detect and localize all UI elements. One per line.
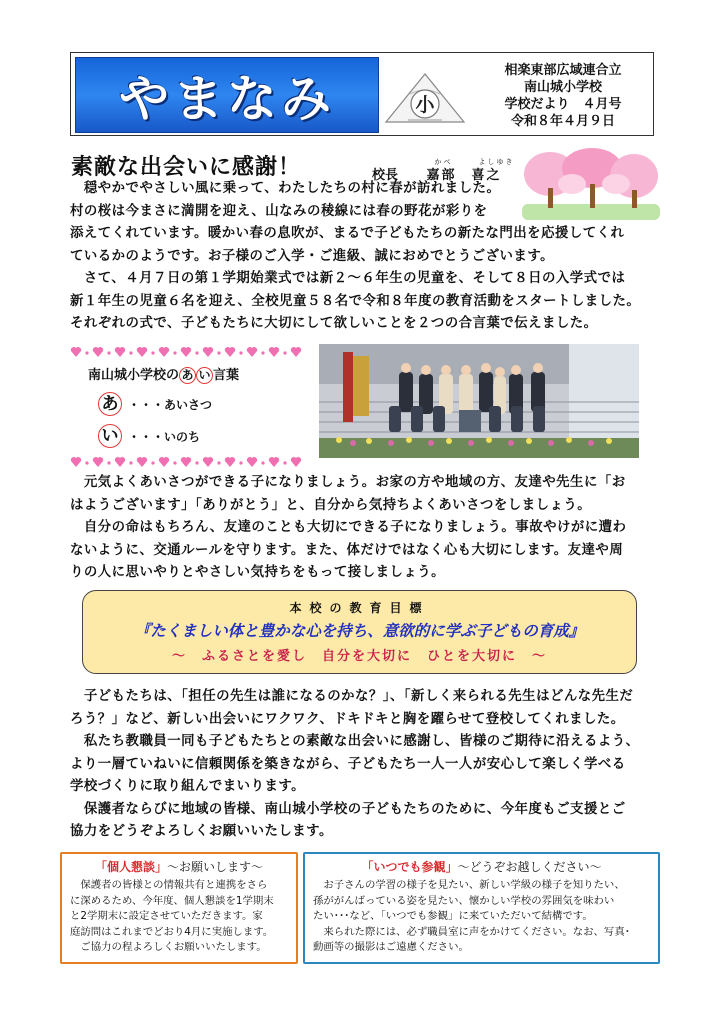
motto-char-i: い	[98, 424, 122, 448]
paragraph-ceremony	[70, 268, 640, 336]
school-info-line: 学校だより ４月号	[504, 97, 622, 112]
text-line: 来られた際には、必ず職員室に声をかけてください。なお、写真･	[313, 925, 630, 938]
emblem-char: 小	[415, 94, 435, 116]
motto-row-i	[98, 424, 200, 448]
text-line: 孫ががんばっている姿を見たい、懐かしい学校の雰囲気を味わい	[313, 894, 615, 907]
notice-title-main: 「個人懇談」	[94, 860, 167, 874]
notice-open-visit	[303, 852, 660, 964]
school-info	[478, 62, 648, 130]
text-line: それぞれの式で、子どもたちに大切にして欲しいことを２つの合言葉で伝えました。	[70, 316, 598, 331]
text-line: 動画等の撮影はご遠慮ください。	[313, 941, 469, 953]
paragraph-closing	[70, 686, 640, 844]
motto-text-i: ・・・いのち	[128, 429, 201, 444]
motto-text-a: ・・・あいさつ	[128, 397, 213, 412]
paragraph-greeting	[70, 178, 624, 268]
school-info-line: 南山城小学校	[523, 80, 602, 95]
notice-title-sub: ～どうぞお越しください～	[457, 860, 602, 874]
goal-main: 『たくましい体と豊かな心を持ち、意欲的に学ぶ子どもの育成』	[134, 622, 585, 640]
motto-row-a	[98, 392, 212, 416]
text-line: 新１年生の児童６名を迎え、全校児童５８名で令和８年度の教育活動をスタートしました。	[70, 293, 641, 309]
school-info-line: 相楽東部広域連合立	[504, 63, 622, 78]
notice-individual-meeting	[60, 852, 298, 964]
motto-title-i: い	[196, 367, 213, 384]
text-line: さて、４月７日の第１学期始業式では新２～６年生の児童を、そして８日の入学式では	[70, 271, 626, 286]
text-line: と2学期末に設定させていただきます。家	[70, 910, 263, 922]
text-line: たい･･･など、「いつでも参観」に来ていただいて結構です。	[313, 910, 593, 922]
text-line: 庭訪問はこれまでどおり4月に実施します。	[70, 925, 274, 938]
text-line: 保護者ならびに地域の皆様、南山城小学校の子どもたちのために、今年度もご支援とご	[70, 801, 626, 817]
text-line: 私たち教職員一同も子どもたちとの素敵な出会いに感謝し、皆様のご期待に沿えるよう、	[70, 734, 640, 749]
notice-body	[313, 878, 652, 956]
heart-border-bottom-icon	[70, 456, 310, 468]
title-banner	[75, 57, 379, 133]
ruby-family: かべ	[434, 158, 453, 166]
text-line: ないように、交通ルールを守ります。また、体だけではなく心も大切にします。友達や周	[70, 542, 624, 558]
text-line: 協力をどうぞよろしくお願いいたします。	[70, 824, 333, 839]
text-line: 村の桜は今まさに満開を迎え、山なみの稜線には春の野花が彩りを	[70, 203, 488, 219]
motto-title-pre: 南山城小学校の	[88, 368, 180, 383]
school-emblem-icon	[382, 68, 468, 126]
text-line: お子さんの学習の様子を見たい、新しい学級の様子を知りたい、	[313, 879, 625, 891]
school-info-line: 令和８年４月９日	[510, 114, 615, 129]
motto-char-a: あ	[98, 392, 122, 416]
motto-title-a: あ	[179, 367, 196, 384]
text-line: 元気よくあいさつができる子になりましょう。お家の方や地域の方、友達や先生に「お	[70, 475, 626, 490]
notice-title	[62, 858, 296, 875]
notice-title	[305, 858, 658, 875]
notice-title-sub: ～お願いします～	[167, 860, 264, 874]
goal-sub: ～ ふるさとを愛し 自分を大切に ひとを大切に ～	[171, 649, 547, 664]
text-line: 自分の命はもちろん、友達のことも大切にできる子になりましょう。事故やけがに遭わ	[70, 520, 627, 535]
text-line: 穏やかでやさしい風に乗って、わたしたちの村に春が訪れました。	[70, 181, 501, 196]
notice-title-main: 「いつでも参観」	[361, 860, 458, 874]
article-headline: 素敵な出会いに感謝！	[71, 155, 302, 180]
text-line: ているかのようです。お子様のご入学・ご進級、誠におめでとうございます。	[70, 248, 555, 264]
text-line: 学校づくりに取り組んでまいります。	[70, 779, 306, 794]
newsletter-title: やまなみ	[119, 70, 335, 128]
ceremony-group-photo	[319, 344, 639, 458]
motto-title	[88, 364, 239, 384]
text-line: 子どもたちは、「担任の先生は誰になるのかな？」、「新しく来られる先生はどんな先生だ	[70, 689, 634, 704]
ruby-given: よしゆき	[478, 158, 515, 166]
motto-title-post: 言葉	[213, 368, 240, 383]
heart-border-top-icon	[70, 346, 310, 358]
text-line: に深めるため、今年度、個人懇談を1学期末	[70, 894, 274, 907]
text-line: はようございます」「ありがとう」と、自分から気持ちよくあいさつをしましょう。	[70, 497, 592, 513]
paragraph-motto-explain	[70, 472, 626, 585]
text-line: ろう？」など、新しい出会いにワクワク、ドキドキと胸を躍らせて登校してくれました。	[70, 711, 625, 727]
text-line: 保護者の皆様との情報共有と連携をさら	[70, 879, 268, 891]
text-line: 添えてくれています。暖かい春の息吹が、まるで子どもたちの新たな門出を応援してくれ	[70, 226, 625, 241]
text-line: より一層ていねいに信頼関係を築きながら、子どもたち一人一人が安心して楽しく学べる	[70, 756, 626, 772]
principal-name: 嘉部 喜之	[426, 168, 502, 183]
goal-label: 本校の教育目標	[289, 601, 430, 615]
notice-body	[70, 878, 290, 956]
text-line: ご協力の程よろしくお願いいたします。	[70, 941, 267, 953]
principal-role: 校長	[372, 168, 399, 183]
text-line: りの人に思いやりとやさしい気持ちをもって接しましょう。	[70, 565, 446, 580]
education-goal-box	[82, 590, 637, 674]
